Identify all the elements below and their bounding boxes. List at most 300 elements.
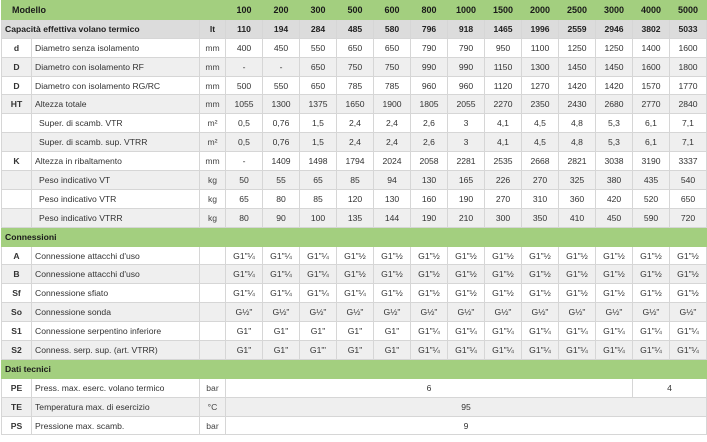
value-cell: 950 (485, 38, 522, 57)
value-cell: G1"½ (485, 246, 522, 265)
value-cell: G1"½ (337, 265, 374, 284)
model-header-cell: 1500 (485, 1, 522, 20)
code-cell: So (2, 303, 32, 322)
value-cell: 4,8 (559, 133, 596, 152)
value-cell: 0,5 (226, 133, 263, 152)
value-cell: 3038 (596, 152, 633, 171)
value-cell: 3190 (633, 152, 670, 171)
value-cell: 1570 (633, 76, 670, 95)
value-cell: 1409 (263, 152, 300, 171)
code-cell: S2 (2, 341, 32, 360)
table-row (2, 265, 707, 284)
value-cell: 650 (337, 38, 374, 57)
value-cell: 2,4 (374, 133, 411, 152)
value-cell: 190 (448, 189, 485, 208)
value-cell: 1600 (633, 57, 670, 76)
value-cell: G1"½ (374, 265, 411, 284)
code-cell (2, 133, 32, 152)
description-cell: Diametro senza isolamento (32, 38, 200, 57)
value-cell: 55 (263, 171, 300, 190)
value-cell: G1"½ (670, 265, 707, 284)
value-cell: 1400 (633, 38, 670, 57)
value-cell: 785 (374, 76, 411, 95)
value-cell: 2,4 (337, 114, 374, 133)
value-cell: G1" (337, 341, 374, 360)
code-cell: d (2, 38, 32, 57)
value-cell: 1,5 (300, 133, 337, 152)
value-cell: 540 (670, 171, 707, 190)
value-cell: G1"¼ (522, 322, 559, 341)
model-header-cell: 500 (337, 1, 374, 20)
value-cell: 435 (633, 171, 670, 190)
description-cell: Connessione serpentino inferiore (32, 322, 200, 341)
value-cell: 6,1 (633, 114, 670, 133)
description-cell: Peso indicativo VTRR (32, 208, 200, 227)
value-cell: 2680 (596, 95, 633, 114)
value-cell: 300 (485, 208, 522, 227)
value-cell: 1600 (670, 38, 707, 57)
value-cell: 750 (337, 57, 374, 76)
value-cell: 50 (226, 171, 263, 190)
value-cell: 1250 (559, 38, 596, 57)
table-row (2, 171, 707, 190)
value-cell: G1"½ (559, 265, 596, 284)
value-cell: 1,5 (300, 114, 337, 133)
table-row (2, 322, 707, 341)
unit-cell: bar (200, 378, 226, 397)
value-cell: 5,3 (596, 133, 633, 152)
value-cell: 500 (226, 76, 263, 95)
value-cell: 1770 (670, 76, 707, 95)
value-cell: 90 (263, 208, 300, 227)
value-cell: 1900 (374, 95, 411, 114)
value-cell: 270 (522, 171, 559, 190)
value-cell: 2770 (633, 95, 670, 114)
value-cell: 94 (374, 171, 411, 190)
unit-cell: kg (200, 189, 226, 208)
value-cell: G1" (374, 341, 411, 360)
capacity-value: 1996 (522, 19, 559, 38)
value-cell: G1"½ (522, 246, 559, 265)
value-cell: G1"½ (596, 284, 633, 303)
code-cell: K (2, 152, 32, 171)
unit-cell (200, 265, 226, 284)
description-cell: Diametro con isolamento RF (32, 57, 200, 76)
value-cell: 7,1 (670, 114, 707, 133)
value-cell: 1300 (522, 57, 559, 76)
value-cell: G½" (522, 303, 559, 322)
value-cell: 4,1 (485, 133, 522, 152)
model-header-cell: 1000 (448, 1, 485, 20)
description-cell: Peso indicativo VT (32, 171, 200, 190)
value-cell: G1" (263, 341, 300, 360)
value-cell: 2535 (485, 152, 522, 171)
value-cell: 4,5 (522, 114, 559, 133)
description-cell: Temperatura max. di esercizio (32, 397, 200, 416)
value-cell: 2350 (522, 95, 559, 114)
value-cell: G1" (226, 341, 263, 360)
code-cell (2, 114, 32, 133)
model-header-cell: 5000 (670, 1, 707, 20)
value-cell: 95 (226, 397, 707, 416)
value-cell: G1"½ (596, 265, 633, 284)
value-cell: G1"½ (448, 265, 485, 284)
value-cell: 2024 (374, 152, 411, 171)
table-row (2, 284, 707, 303)
value-cell: 790 (411, 38, 448, 57)
value-cell: - (226, 57, 263, 76)
value-cell: G1"¼ (226, 265, 263, 284)
value-cell: 135 (337, 208, 374, 227)
value-cell: G1"½ (485, 265, 522, 284)
value-cell: G½" (448, 303, 485, 322)
value-cell: G1"¼ (263, 265, 300, 284)
table-row (2, 152, 707, 171)
value-cell: G1"' (300, 341, 337, 360)
value-cell: G1"½ (485, 284, 522, 303)
value-cell: 1800 (670, 57, 707, 76)
value-cell: G1"½ (633, 246, 670, 265)
value-cell: G½" (226, 303, 263, 322)
unit-cell: kg (200, 208, 226, 227)
value-cell: G1"¼ (411, 322, 448, 341)
value-cell: G½" (485, 303, 522, 322)
code-cell: TE (2, 397, 32, 416)
value-cell: G1"¼ (485, 322, 522, 341)
value-cell: 450 (596, 208, 633, 227)
table-row (2, 133, 707, 152)
description-cell: Press. max. eserc. volano termico (32, 378, 200, 397)
value-cell: 960 (411, 76, 448, 95)
capacity-value: 2946 (596, 19, 633, 38)
unit-cell: bar (200, 416, 226, 435)
capacity-value: 580 (374, 19, 411, 38)
code-cell (2, 189, 32, 208)
model-header-cell: 2000 (522, 1, 559, 20)
value-cell: G1"½ (522, 284, 559, 303)
table-row (2, 378, 707, 397)
capacity-row (2, 19, 707, 38)
value-cell: 2,6 (411, 114, 448, 133)
value-cell: 520 (633, 189, 670, 208)
description-cell: Pressione max. scamb. (32, 416, 200, 435)
unit-cell: mm (200, 95, 226, 114)
table-row (2, 246, 707, 265)
unit-cell: lt (200, 19, 226, 38)
unit-cell (200, 284, 226, 303)
value-cell: 2058 (411, 152, 448, 171)
model-header-cell: 100 (226, 1, 263, 20)
model-header-cell: 4000 (633, 1, 670, 20)
capacity-value: 110 (226, 19, 263, 38)
table-row (2, 57, 707, 76)
value-cell: G1"¼ (559, 341, 596, 360)
value-cell: G½" (596, 303, 633, 322)
value-cell: 450 (263, 38, 300, 57)
value-cell: 350 (522, 208, 559, 227)
value-cell: 650 (300, 76, 337, 95)
value-cell: 420 (596, 189, 633, 208)
value-cell: G1" (374, 322, 411, 341)
value-cell: 1450 (596, 57, 633, 76)
value-cell: G1"½ (337, 246, 374, 265)
value-cell: 1805 (411, 95, 448, 114)
value-cell: 750 (374, 57, 411, 76)
value-cell: 550 (300, 38, 337, 57)
table-row (2, 303, 707, 322)
value-cell: 9 (226, 416, 707, 435)
value-cell: G1"¼ (633, 322, 670, 341)
value-cell: G1"¼ (448, 322, 485, 341)
value-cell: G1"¼ (226, 284, 263, 303)
value-cell: G1"¼ (485, 341, 522, 360)
table-row (2, 38, 707, 57)
value-cell: G1" (300, 322, 337, 341)
value-cell: 410 (559, 208, 596, 227)
value-cell: 160 (411, 189, 448, 208)
value-cell: 380 (596, 171, 633, 190)
value-cell: G1"¼ (411, 341, 448, 360)
value-cell: 2270 (485, 95, 522, 114)
value-cell: G1"½ (448, 284, 485, 303)
value-cell: G1"½ (374, 246, 411, 265)
model-header-cell: 200 (263, 1, 300, 20)
value-cell: 1420 (559, 76, 596, 95)
value-cell: G1"¼ (596, 341, 633, 360)
value-cell: 960 (448, 76, 485, 95)
table-row (2, 416, 707, 435)
value-cell: G½" (633, 303, 670, 322)
value-cell: G1"½ (448, 246, 485, 265)
model-header-cell: 3000 (596, 1, 633, 20)
value-cell: 65 (226, 189, 263, 208)
value-cell: G1"¼ (300, 284, 337, 303)
table-row (2, 397, 707, 416)
value-cell: 990 (411, 57, 448, 76)
value-cell: 1650 (337, 95, 374, 114)
value-cell: G1"½ (411, 265, 448, 284)
unit-cell: mm (200, 57, 226, 76)
code-cell: Sf (2, 284, 32, 303)
value-cell: G1"¼ (559, 322, 596, 341)
description-cell: Conness. serp. sup. (art. VTRR) (32, 341, 200, 360)
capacity-value: 918 (448, 19, 485, 38)
value-cell: 5,3 (596, 114, 633, 133)
value-cell: 1794 (337, 152, 374, 171)
value-cell: 6 (226, 378, 633, 397)
value-cell: 650 (374, 38, 411, 57)
value-cell: G1"½ (374, 284, 411, 303)
value-cell: 3337 (670, 152, 707, 171)
value-cell: G½" (559, 303, 596, 322)
code-cell: D (2, 76, 32, 95)
value-cell: G1"¼ (522, 341, 559, 360)
value-cell: 0,76 (263, 133, 300, 152)
value-cell: 650 (670, 189, 707, 208)
value-cell: 720 (670, 208, 707, 227)
value-cell: G½" (670, 303, 707, 322)
value-cell: G1"¼ (337, 284, 374, 303)
model-header-cell: 600 (374, 1, 411, 20)
value-cell: G1" (226, 322, 263, 341)
value-cell: 120 (337, 189, 374, 208)
code-cell: A (2, 246, 32, 265)
value-cell: 2821 (559, 152, 596, 171)
value-cell: 785 (337, 76, 374, 95)
value-cell: 4,5 (522, 133, 559, 152)
unit-cell: mm (200, 38, 226, 57)
value-cell: 85 (300, 189, 337, 208)
value-cell: G1"¼ (226, 246, 263, 265)
capacity-value: 3802 (633, 19, 670, 38)
value-cell: 1420 (596, 76, 633, 95)
value-cell: 2,4 (374, 114, 411, 133)
value-cell: 360 (559, 189, 596, 208)
value-cell: G1"¼ (263, 284, 300, 303)
value-cell: G1"¼ (633, 341, 670, 360)
value-cell: 1450 (559, 57, 596, 76)
description-cell: Connessione attacchi d'uso (32, 265, 200, 284)
value-cell: G1"½ (596, 246, 633, 265)
header-label: Modello (2, 1, 226, 20)
code-cell: B (2, 265, 32, 284)
value-cell: 6,1 (633, 133, 670, 152)
table-row (2, 76, 707, 95)
value-cell: G1"¼ (300, 265, 337, 284)
value-cell: 2281 (448, 152, 485, 171)
value-cell: 2668 (522, 152, 559, 171)
value-cell: 1100 (522, 38, 559, 57)
value-cell: 4 (633, 378, 707, 397)
value-cell: G1" (263, 322, 300, 341)
value-cell: 80 (263, 189, 300, 208)
code-cell (2, 171, 32, 190)
value-cell: G1"½ (559, 246, 596, 265)
capacity-value: 485 (337, 19, 374, 38)
value-cell: G1"¼ (448, 341, 485, 360)
description-cell: Altezza totale (32, 95, 200, 114)
table-row (2, 95, 707, 114)
value-cell: 1055 (226, 95, 263, 114)
value-cell: 0,76 (263, 114, 300, 133)
code-cell: HT (2, 95, 32, 114)
capacity-value: 5033 (670, 19, 707, 38)
description-cell: Peso indicativo VTR (32, 189, 200, 208)
value-cell: 0,5 (226, 114, 263, 133)
value-cell: 144 (374, 208, 411, 227)
value-cell: G½" (374, 303, 411, 322)
value-cell: 1300 (263, 95, 300, 114)
value-cell: 210 (448, 208, 485, 227)
unit-cell: mm (200, 152, 226, 171)
value-cell: G½" (263, 303, 300, 322)
value-cell: G1"½ (670, 246, 707, 265)
unit-cell (200, 322, 226, 341)
value-cell: 590 (633, 208, 670, 227)
capacity-value: 2559 (559, 19, 596, 38)
code-cell: D (2, 57, 32, 76)
value-cell: 130 (411, 171, 448, 190)
code-cell (2, 208, 32, 227)
description-cell: Connessione attacchi d'uso (32, 246, 200, 265)
table-row (2, 208, 707, 227)
code-cell: PS (2, 416, 32, 435)
capacity-value: 194 (263, 19, 300, 38)
value-cell: 1120 (485, 76, 522, 95)
model-header-cell: 2500 (559, 1, 596, 20)
description-cell: Connessione sonda (32, 303, 200, 322)
capacity-value: 796 (411, 19, 448, 38)
value-cell: - (226, 152, 263, 171)
value-cell: 650 (300, 57, 337, 76)
capacity-label: Capacità effettiva volano termico (2, 19, 200, 38)
value-cell: 4,8 (559, 114, 596, 133)
value-cell: 80 (226, 208, 263, 227)
value-cell: G1"¼ (300, 246, 337, 265)
header-row (2, 1, 707, 20)
code-cell: S1 (2, 322, 32, 341)
value-cell: - (263, 57, 300, 76)
unit-cell (200, 246, 226, 265)
value-cell: 100 (300, 208, 337, 227)
description-cell: Connessione sfiato (32, 284, 200, 303)
table-row (2, 114, 707, 133)
value-cell: 270 (485, 189, 522, 208)
section-dati-tecnici (2, 359, 707, 378)
description-cell: Altezza in ribaltamento (32, 152, 200, 171)
capacity-value: 1465 (485, 19, 522, 38)
description-cell: Diametro con isolamento RG/RC (32, 76, 200, 95)
value-cell: G1"¼ (596, 322, 633, 341)
description-cell: Super. di scamb. VTR (32, 114, 200, 133)
value-cell: 2430 (559, 95, 596, 114)
value-cell: 790 (448, 38, 485, 57)
value-cell: G1"½ (633, 284, 670, 303)
value-cell: 4,1 (485, 114, 522, 133)
code-cell: PE (2, 378, 32, 397)
value-cell: 1270 (522, 76, 559, 95)
value-cell: G1"½ (633, 265, 670, 284)
section-connessioni (2, 227, 707, 246)
value-cell: 2,6 (411, 133, 448, 152)
value-cell: 310 (522, 189, 559, 208)
value-cell: 1250 (596, 38, 633, 57)
value-cell: G½" (411, 303, 448, 322)
value-cell: 2840 (670, 95, 707, 114)
unit-cell (200, 341, 226, 360)
model-header-cell: 800 (411, 1, 448, 20)
unit-cell: mm (200, 76, 226, 95)
model-header-cell: 300 (300, 1, 337, 20)
description-cell: Super. di scamb. sup. VTRR (32, 133, 200, 152)
value-cell: 2,4 (337, 133, 374, 152)
value-cell: 325 (559, 171, 596, 190)
value-cell: 190 (411, 208, 448, 227)
value-cell: 990 (448, 57, 485, 76)
value-cell: 1375 (300, 95, 337, 114)
value-cell: 7,1 (670, 133, 707, 152)
value-cell: 226 (485, 171, 522, 190)
unit-cell: m² (200, 133, 226, 152)
value-cell: 400 (226, 38, 263, 57)
value-cell: 2055 (448, 95, 485, 114)
value-cell: 165 (448, 171, 485, 190)
unit-cell (200, 303, 226, 322)
value-cell: G1"½ (411, 246, 448, 265)
value-cell: G½" (300, 303, 337, 322)
value-cell: G1"¼ (263, 246, 300, 265)
capacity-value: 284 (300, 19, 337, 38)
